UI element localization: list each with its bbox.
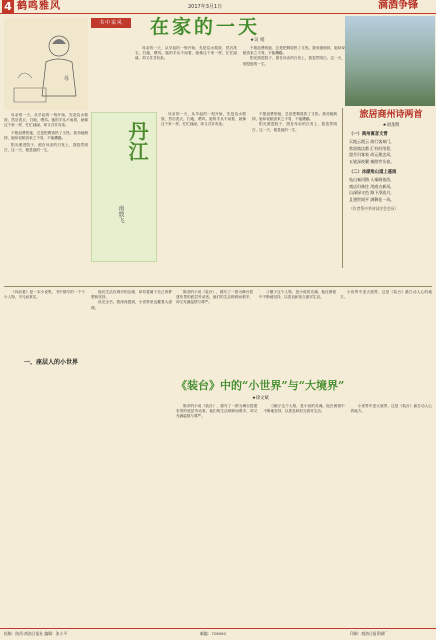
left-column-text	[4, 113, 88, 281]
feature-paragraph: 不愿浪费的她，总是把剩饭热了又热。我劝她倒掉，她却说粮食来之不易，不能糟蹋。	[243, 46, 345, 56]
middle-paragraph: 母亲的一天，从早起的一刻开始，先是烧水做饭，然后洗衣，扫地，喂鸡。她的手从不闲着，就像这个家一样，忙忙碌碌，却又井井有条。	[161, 112, 246, 127]
poem2-title: （二）冰湖角山道上遥雨	[349, 170, 397, 175]
feature-paragraph: 阳光照进院子，照在母亲的白发上，我忽然明白，这一天，便是她的一生。	[243, 56, 345, 66]
svg-text:母: 母	[64, 76, 70, 82]
lower-feature-body	[176, 404, 432, 622]
poem1-lines	[349, 139, 433, 165]
poem-panel	[342, 108, 434, 268]
middle-text	[161, 112, 337, 262]
poem-line: 龟山秦河路 人秦路依西，	[349, 177, 395, 182]
footer	[0, 628, 436, 640]
right-bottom-text	[340, 290, 432, 376]
bottom-left-paragraph: 《向前看》是一本小说集，书中描写的一个个小人物，平凡而真实。	[4, 290, 85, 300]
poem-line: 常留商店都 汇有时用景，	[349, 145, 395, 151]
poem-line: 五轮深夜繁 秦照旁头宿。	[349, 158, 395, 164]
bottom-left-paragraph: 读完全书，我深深感到，小世界里也藏着大道理。	[91, 300, 172, 310]
mother-illustration	[4, 18, 88, 110]
section-divider	[4, 286, 432, 287]
bottom-left-paragraph: 他们生活在城市的边缘，却有着属于自己的梦想和坚持。	[91, 290, 172, 300]
poem-author: ★刘龙明	[382, 123, 400, 128]
issue-date: 2017年3月1日	[188, 4, 223, 10]
bottom-left-text	[4, 290, 172, 620]
column-badge-label: 书中采风	[98, 20, 123, 26]
right-paragraph: 小世界中见大境界，这是《装台》最打动人心的地方。	[340, 290, 432, 300]
calligraphy-sub: 南敦飞	[117, 205, 124, 223]
poem2-lines	[349, 177, 433, 203]
lower-paragraph: 陈彦的小说《装台》，描写了一群为舞台搭建布景的底层劳动者。他们的生活琐碎而艰辛，却又充满温情与尊严。	[176, 404, 258, 419]
poem-image	[345, 16, 435, 106]
poem1-title: （一）商州寓音文青	[349, 132, 388, 137]
feature-author: ★吴 娟	[250, 38, 265, 43]
page-number: 4	[4, 0, 12, 13]
lower-middle-text	[176, 290, 336, 376]
lower-feature-title: 《装台》中的“小世界”与“大境界”	[176, 379, 345, 392]
poem-note: （作者系中华诗词学会会员）	[349, 206, 399, 211]
footer-right: 印刷：商洛日报印刷厂	[350, 631, 388, 636]
poem-line: 山深绿又色 路下净流月，	[349, 190, 395, 195]
poem-line: 天地云霞云 商行客知门，	[349, 139, 395, 144]
lower-paragraph: 小世界中见大境界，这是《装台》最打动人心的地方。	[350, 404, 432, 414]
footer-left: 投稿：陕西·商洛日报社 编辑：张小平	[4, 631, 68, 636]
lower-paragraph: 陈彦的小说《装台》，描写了一群为舞台搭建布景的底层劳动者。他们的生活琐碎而艰辛，却又充满温情与尊严。	[176, 290, 253, 305]
poem-line: 且建世间平 满剩花一风。	[349, 196, 395, 202]
calligraphy-main: 丹江	[125, 121, 149, 161]
feature-paragraph: 母亲的一天，从早起的一刻开始，先是烧水做饭，然后洗衣，扫地，喂鸡。她的手从不闲着，就像这个家一样，忙忙碌碌，却又井井有条。	[135, 46, 237, 61]
poem-title: 旅居商州诗两首	[359, 110, 423, 120]
brand-title: 滴酒争锋	[378, 0, 418, 11]
bottom-left-article	[4, 290, 172, 620]
left-paragraph: 阳光照进院子，照在母亲的白发上，我忽然明白，这一天，便是她的一生。	[4, 143, 88, 153]
left-paragraph: 不愿浪费的她，总是把剩饭热了又热。我劝她倒掉，她却说粮食来之不易，不能糟蹋。	[4, 130, 88, 140]
poem-line: 商店归林往 用商古新风，	[349, 183, 395, 189]
column-badge	[91, 18, 131, 28]
section-title: 鹤鸣雅风	[17, 1, 61, 12]
middle-paragraph: 不愿浪费的她，总是把剩饭热了又热。我劝她倒掉，她却说粮食来之不易，不能糟蹋。	[252, 112, 337, 122]
footer-mid: 邮编：726000	[200, 631, 226, 636]
left-paragraph: 母亲的一天，从早起的一刻开始，先是烧水做饭，然后洗衣，扫地，喂鸡。她的手从不闲着，就像这个家一样，忙忙碌碌，却又井井有条。	[4, 113, 88, 128]
feature-body	[135, 46, 345, 106]
middle-paragraph: 阳光照进院子，照在母亲的白发上，我忽然明白，这一天，便是她的一生。	[252, 122, 337, 132]
calligraphy-panel	[91, 112, 157, 262]
feature-title: 在家的一天	[149, 16, 260, 38]
illustration	[4, 18, 88, 110]
poem-line: 望月归客家 尚元理念风，	[349, 152, 395, 157]
lower-paragraph: 刁顺子这个人物，是小说的灵魂。他在困境中不断地坚持，以善良和担当面对生活。	[259, 290, 336, 300]
lower-feature-author: ★徐文斌	[252, 396, 269, 401]
bottom-left-heading: 一、座层人的小世界	[24, 359, 79, 366]
masthead	[0, 0, 436, 14]
lower-paragraph: 刁顺子这个人物，是小说的灵魂。他在困境中不断地坚持，以善良和担当面对生活。	[263, 404, 345, 414]
